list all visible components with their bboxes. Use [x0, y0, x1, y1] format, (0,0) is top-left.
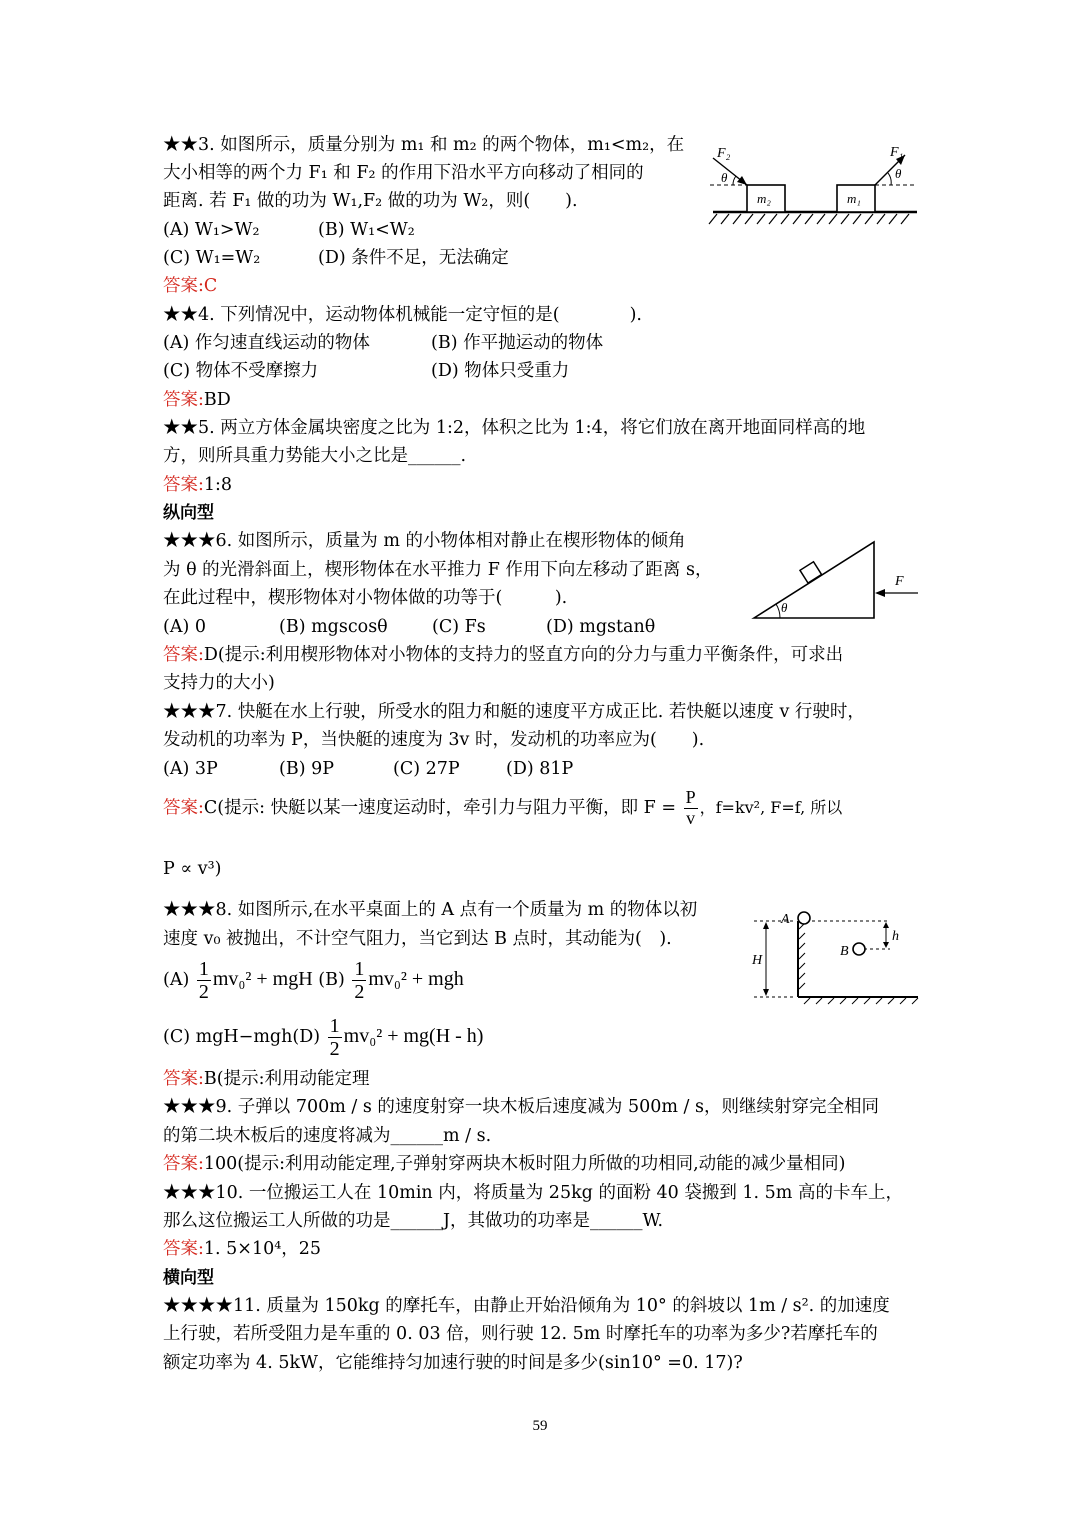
force-f-arrowhead [875, 589, 885, 597]
q7-answer-text: C(提示: 快艇以某一速度运动时，牵引力与阻力平衡，即 F = [203, 798, 677, 818]
q8-option-b-fraction [352, 958, 366, 1003]
q7-line-1: ★★★7. 快艇在水上行驶，所受水的阻力和艇的速度平方成正比. 若快艇以速度 v 行驶时， [163, 702, 865, 722]
q6-line-2: 为 θ 的光滑斜面上，楔形物体在水平推力 F 作用下向左移动了距离 s， [163, 560, 713, 580]
q10-answer-value: 1. 5×10⁴，25 [203, 1239, 322, 1259]
small-h-arrow-down [883, 942, 889, 948]
q4-option-c: (C) 物体不受摩擦力 [163, 361, 319, 381]
q6-line-3: 在此过程中，楔形物体对小物体做的功等于( ). [163, 588, 568, 608]
q8-option-b-expr: mv₀² + mgh [368, 968, 464, 990]
fraction-numerator: 1 [198, 958, 209, 980]
angle-arc-right [888, 173, 891, 185]
section-heading-transverse: 横向型 [163, 1268, 214, 1288]
q11-line-1: ★★★★11. 质量为 150kg 的摩托车，由静止开始沿倾角为 10° 的斜坡以 1m / s². 的加速度 [163, 1296, 890, 1316]
q7-answer-label: 答案: [163, 798, 204, 818]
fraction-denominator: 2 [198, 981, 209, 1003]
section-heading-longitudinal: 纵向型 [163, 503, 214, 523]
q10-answer-label: 答案: [163, 1239, 204, 1259]
q8-option-a-expr: mv₀² + mgH [212, 968, 313, 990]
q6-option-d: (D) mgstanθ [546, 617, 656, 637]
q3-line-3: 距离. 若 F₁ 做的功为 W₁,F₂ 做的功为 W₂，则( ). [163, 191, 578, 211]
ground-hatching [709, 214, 909, 224]
fraction-numerator: 1 [354, 958, 365, 980]
fraction-denominator: v [686, 808, 696, 828]
height-h-arrow-up [763, 922, 769, 929]
label-big-h: H [752, 953, 763, 968]
label-f1: F₁ [890, 145, 904, 160]
q10-line-1: ★★★10. 一位搬运工人在 10min 内，将质量为 25kg 的面粉 40 袋搬到 1. 5m 高的卡车上， [163, 1183, 903, 1203]
q5-line-1: ★★5. 两立方体金属块密度之比为 1:2，体积之比为 1:4，将它们放在离开地面同样高的地 [163, 418, 866, 438]
q8-option-c: (C) mgH−mgh [163, 1027, 293, 1047]
q3-option-d: (D) 条件不足，无法确定 [318, 248, 509, 268]
q6-option-a: (A) 0 [163, 617, 206, 637]
q6-answer [163, 641, 918, 669]
q4-answer [163, 386, 918, 414]
label-b: B [840, 944, 849, 959]
q7-answer-text-2: ，f=kv², F=f, 所以 [699, 798, 843, 817]
q3-option-b: (B) W₁<W₂ [318, 220, 415, 240]
q8-figure-table-drop [748, 905, 920, 1010]
page-number: 59 [532, 1418, 548, 1434]
q4-options-row-1 [163, 329, 918, 357]
q3-answer [163, 272, 918, 300]
height-h-arrow-down [763, 989, 769, 996]
fraction-numerator: P [685, 787, 696, 808]
q9-line-1: ★★★9. 子弹以 700m / s 的速度射穿一块木板后速度减为 500m / s，则继续射穿完全相同 [163, 1097, 879, 1117]
q7-option-a: (A) 3P [163, 759, 218, 779]
q7-line-2: 发动机的功率为 P，当快艇的速度为 3v 时，发动机的功率应为( ). [163, 730, 705, 750]
q5-line-2: 方，则所具重力势能大小之比是______. [163, 446, 467, 466]
q5-answer-value: 1:8 [203, 475, 233, 495]
q9-line-2: 的第二块木板后的速度将减为______m / s. [163, 1126, 492, 1146]
label-a: A [781, 912, 790, 927]
label-f2: F₂ [717, 146, 731, 161]
q3-option-c: (C) W₁=W₂ [163, 248, 261, 268]
label-f: F [895, 574, 904, 589]
q11-line-2: 上行驶，若所受阻力是车重的 0. 03 倍，则行驶 12. 5m 时摩托车的功率为多少?若摩托车的 [163, 1324, 878, 1344]
label-m2: m₂ [757, 191, 771, 206]
q3-figure-two-blocks [705, 138, 920, 230]
floor-hatching [804, 998, 918, 1004]
q3-line-1: ★★3. 如图所示，质量分别为 m₁ 和 m₂ 的两个物体，m₁<m₂，在 [163, 135, 685, 155]
q10-line-2: 那么这位搬运工人所做的功是______J，其做功的功率是______W. [163, 1211, 664, 1231]
q6-figure-wedge [750, 538, 922, 622]
q4-option-b: (B) 作平抛运动的物体 [431, 333, 604, 353]
label-theta: θ [781, 600, 788, 615]
q8-option-d-expr: mv₀² + mg(H - h) [343, 1025, 484, 1047]
q8-option-d-label: (D) [292, 1027, 321, 1047]
q7-option-d: (D) 81P [506, 759, 574, 779]
q7-options [163, 755, 918, 783]
q4-option-a: (A) 作匀速直线运动的物体 [163, 333, 370, 353]
q8-answer [163, 1065, 918, 1093]
q8-answer-label: 答案: [163, 1069, 204, 1089]
label-small-h: h [892, 929, 899, 944]
q6-option-c: (C) Fs [432, 617, 486, 637]
label-theta-right: θ [895, 166, 902, 181]
q8-option-b-label: (B) [318, 970, 345, 990]
q9-answer-label: 答案: [163, 1154, 204, 1174]
q3-options-row-2 [163, 244, 918, 272]
point-a-ball [798, 912, 810, 924]
fraction-denominator: 2 [354, 981, 365, 1003]
q8-options-row-2 [163, 1011, 918, 1062]
angle-arc-left [733, 176, 736, 185]
q4-answer-value: BD [203, 390, 231, 410]
q8-answer-value: B(提示:利用动能定理 [203, 1069, 370, 1089]
q7-option-b: (B) 9P [279, 759, 334, 779]
wall-hatching [799, 923, 805, 989]
q10-answer [163, 1235, 918, 1263]
q6-line-1: ★★★6. 如图所示，质量为 m 的小物体相对静止在楔形物体的倾角 [163, 531, 686, 551]
q5-answer [163, 471, 918, 499]
q8-line-1: ★★★8. 如图所示,在水平桌面上的 A 点有一个质量为 m 的物体以初 [163, 900, 698, 920]
point-b-ball [853, 943, 865, 955]
q3-line-2: 大小相等的两个力 F₁ 和 F₂ 的作用下沿水平方向移动了相同的 [163, 163, 644, 183]
q9-answer-value: 100(提示:利用动能定理,子弹射穿两块木板时阻力所做的功相同,动能的减少量相同) [203, 1154, 846, 1174]
q8-option-a-fraction [197, 958, 211, 1003]
q6-answer-continued: 支持力的大小) [163, 673, 275, 693]
q4-option-d: (D) 物体只受重力 [431, 361, 570, 381]
label-m1: m₁ [847, 191, 861, 206]
fraction-numerator: 1 [329, 1015, 340, 1037]
q8-option-a-label: (A) [163, 970, 190, 990]
q6-answer-value: D(提示:利用楔形物体对小物体的支持力的竖直方向的分力与重力平衡条件，可求出 [203, 645, 844, 665]
q11-line-3: 额定功率为 4. 5kW，它能维持匀加速行驶的时间是多少(sin10° =0. 17)? [163, 1353, 743, 1373]
q4-answer-label: 答案: [163, 390, 204, 410]
q7-fraction-p-over-v [684, 788, 698, 829]
label-theta-left: θ [721, 170, 728, 185]
q8-option-d-fraction [328, 1015, 342, 1060]
q5-answer-label: 答案: [163, 475, 204, 495]
q3-option-a: (A) W₁>W₂ [163, 220, 260, 240]
q9-answer [163, 1150, 918, 1178]
q7-answer [163, 783, 918, 833]
q6-option-b: (B) mgscosθ [279, 617, 388, 637]
fraction-denominator: 2 [329, 1038, 340, 1060]
q7-answer-continued: P ∝ v³) [163, 859, 222, 879]
force-f2-arrowhead [737, 176, 747, 185]
q3-answer-label: 答案: [163, 276, 204, 296]
q3-answer-value: C [203, 276, 218, 296]
small-h-arrow-up [883, 922, 889, 928]
q8-line-2: 速度 v₀ 被抛出，不计空气阻力，当它到达 B 点时，其动能为( ). [163, 929, 672, 949]
q4-line-1: ★★4. 下列情况中，运动物体机械能一定守恒的是( ). [163, 305, 642, 325]
q7-option-c: (C) 27P [393, 759, 460, 779]
q4-options-row-2 [163, 357, 918, 385]
q6-answer-label: 答案: [163, 645, 204, 665]
